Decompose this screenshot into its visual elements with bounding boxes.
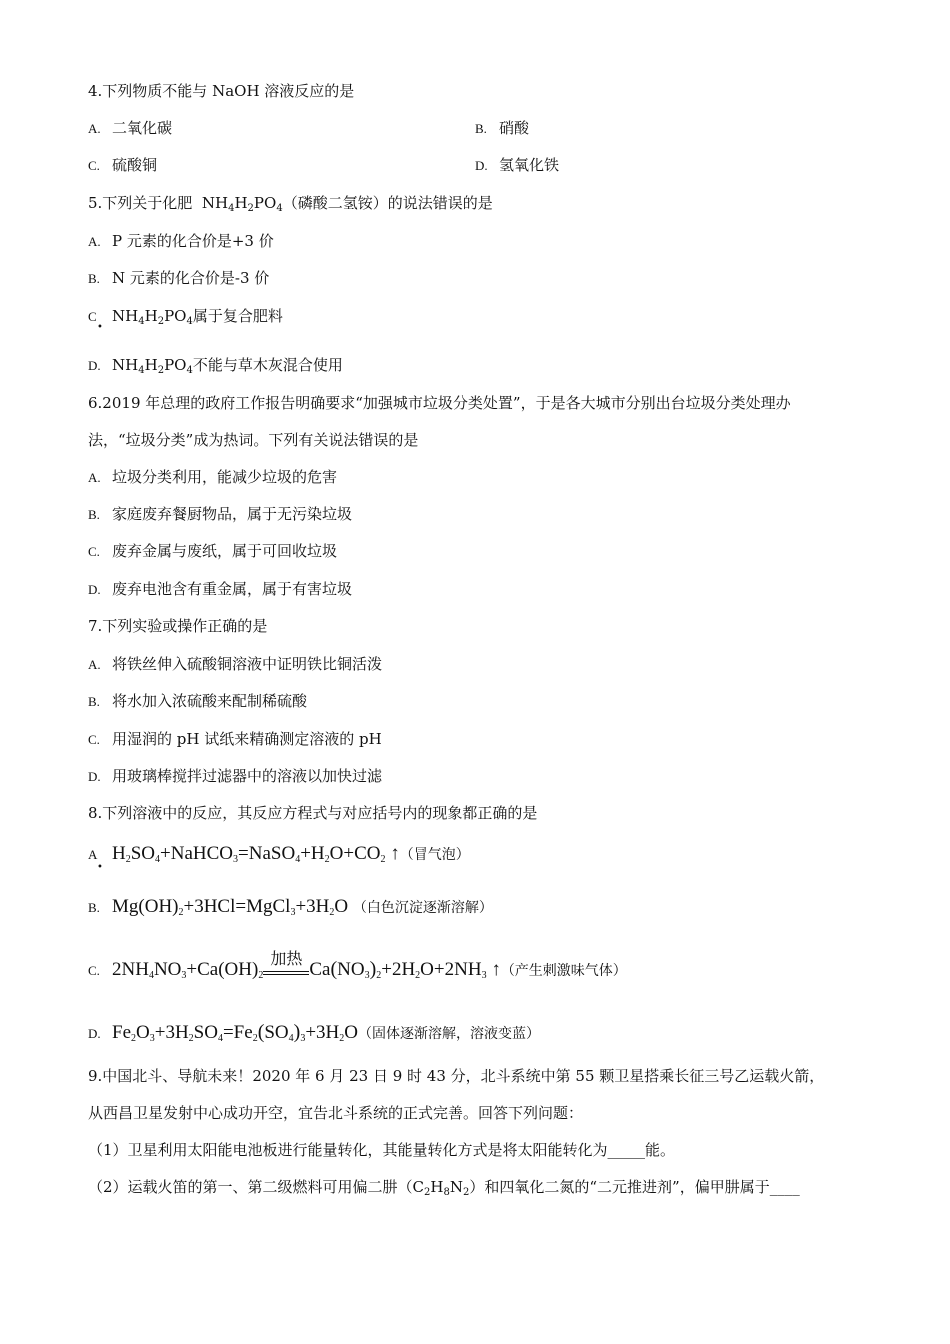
sub2-suffix: ）和四氧化二氮的“二元推进剂”，偏甲肼属于____ xyxy=(469,1178,800,1196)
label-dot: • xyxy=(97,322,103,333)
q6-option-a[interactable] xyxy=(88,467,337,488)
option-text: 硝酸 xyxy=(499,119,530,137)
option-label: B. xyxy=(88,694,100,709)
option-label: B. xyxy=(88,271,100,286)
option-label: D. xyxy=(88,769,101,784)
question-5-stem xyxy=(88,193,493,213)
formula: $C_2H_8N_2$ xyxy=(412,1178,470,1198)
gas-arrow-icon: ↑ xyxy=(491,959,501,980)
option-text: 硫酸铜 xyxy=(112,156,158,174)
q8-option-a[interactable] xyxy=(88,842,470,867)
q8-option-b[interactable] xyxy=(88,895,493,920)
q8-option-c[interactable] xyxy=(88,949,627,983)
q4-option-c[interactable] xyxy=(88,155,157,176)
option-text: N 元素的化合价是-3 价 xyxy=(112,269,270,287)
option-label: A. xyxy=(88,470,101,485)
phenomenon-note: （白色沉淀逐渐溶解） xyxy=(352,900,493,916)
option-label: C. xyxy=(88,963,100,978)
question-6-stem-line-2: 法，“垃圾分类”成为热词。下列有关说法错误的是 xyxy=(88,431,419,449)
formula: $NH_4H_2PO_4$ xyxy=(201,194,283,214)
option-text: 用湿润的 pH 试纸来精确测定溶液的 pH xyxy=(112,730,382,748)
reaction-condition xyxy=(263,949,309,983)
option-label: A xyxy=(88,847,98,862)
formula: $NH_4H_2PO_4$ xyxy=(112,307,193,327)
phenomenon-note: （产生刺激味气体） xyxy=(500,963,627,979)
equation: $Fe_2O_3+3H_2SO_4=Fe_2(SO_4)_3+3H_2O$ xyxy=(112,1021,358,1044)
equation: $H_2SO_4+NaHCO_3=NaSO_4+H_2O+CO_2$ ↑ xyxy=(112,843,400,865)
q9-subquestion-1: （1）卫星利用太阳能电池板进行能量转化，其能量转化方式是将太阳能转化为_____能。 xyxy=(88,1141,676,1159)
q4-option-a[interactable] xyxy=(88,118,172,139)
condition-text: 加热 xyxy=(270,949,303,968)
formula: $NH_4H_2PO_4$ xyxy=(112,356,193,376)
phenomenon-note: （冒气泡） xyxy=(399,847,470,863)
option-label: B. xyxy=(88,900,100,915)
q5-option-a[interactable] xyxy=(88,231,274,252)
question-6-stem-line-1: 6.2019 年总理的政府工作报告明确要求“加强城市垃圾分类处置”，于是各大城市分别出台垃圾分类处理办 xyxy=(88,394,791,412)
question-4-stem: 4.下列物质不能与 NaOH 溶液反应的是 xyxy=(88,82,355,100)
q4-option-b[interactable] xyxy=(475,118,529,139)
option-text: 属于复合肥料 xyxy=(192,307,283,325)
option-text: 废弃金属与废纸，属于可回收垃圾 xyxy=(112,542,338,560)
option-label: A. xyxy=(88,234,101,249)
option-label: A. xyxy=(88,121,101,136)
q7-option-b[interactable] xyxy=(88,691,307,712)
stem-prefix: 5.下列关于化肥 xyxy=(88,194,193,212)
question-9-stem-line-2: 从西昌卫星发射中心成功开空，宜告北斗系统的正式完善。回答下列问题： xyxy=(88,1104,584,1122)
q6-option-b[interactable] xyxy=(88,504,352,525)
q4-option-d[interactable] xyxy=(475,155,559,176)
option-label: D. xyxy=(88,358,101,373)
option-text: 氢氧化铁 xyxy=(499,156,560,174)
q7-option-a[interactable] xyxy=(88,654,382,675)
option-text: 二氧化碳 xyxy=(112,119,173,137)
q6-option-c[interactable] xyxy=(88,541,337,562)
option-label: D. xyxy=(88,582,101,597)
option-label: D. xyxy=(475,158,488,173)
option-label: C. xyxy=(88,158,100,173)
option-text: 废弃电池含有重金属，属于有害垃圾 xyxy=(112,580,353,598)
stem-suffix: （磷酸二氢铵）的说法错误的是 xyxy=(282,194,493,212)
q6-option-d[interactable] xyxy=(88,579,352,600)
option-label: B. xyxy=(475,121,487,136)
q5-option-c[interactable] xyxy=(88,306,283,327)
option-label: C. xyxy=(88,732,100,747)
equation: $2NH_4NO_3+Ca(OH)_2$ 加热 $Ca(NO_3)_2+2H_2O+2NH_3$ ↑ xyxy=(112,949,501,981)
equals-sign xyxy=(263,971,309,975)
label-dot: • xyxy=(97,862,103,873)
option-text: P 元素的化合价是+3 价 xyxy=(112,232,274,250)
q9-subquestion-2 xyxy=(88,1177,800,1197)
q7-option-d[interactable] xyxy=(88,766,382,787)
question-8-stem: 8.下列溶液中的反应，其反应方程式与对应括号内的现象都正确的是 xyxy=(88,804,538,822)
option-label: B. xyxy=(88,507,100,522)
option-text: 不能与草木灰混合使用 xyxy=(192,356,343,374)
option-text: 垃圾分类利用，能减少垃圾的危害 xyxy=(112,468,338,486)
gas-arrow-icon: ↑ xyxy=(390,843,400,864)
q5-option-b[interactable] xyxy=(88,268,269,289)
phenomenon-note: （固体逐渐溶解，溶液变蓝） xyxy=(358,1026,540,1042)
option-label: D. xyxy=(88,1026,101,1041)
option-text: 将铁丝伸入硫酸铜溶液中证明铁比铜活泼 xyxy=(112,655,383,673)
equation: $Mg(OH)_2+3HCl=MgCl_3+3H_2O$ xyxy=(112,896,349,918)
option-label: C. xyxy=(88,544,100,559)
option-text: 将水加入浓硫酸来配制稀硫酸 xyxy=(112,692,308,710)
option-label: A. xyxy=(88,657,101,672)
sub2-prefix: （2）运载火笛的第一、第二级燃料可用偏二肼（ xyxy=(88,1178,413,1196)
q7-option-c[interactable] xyxy=(88,729,382,750)
question-9-stem-line-1: 9.中国北斗、导航未来！2020 年 6 月 23 日 9 时 43 分，北斗系统中第 55 颗卫星搭乘长征三号乙运载火箭， xyxy=(88,1067,825,1085)
q8-option-d[interactable] xyxy=(88,1019,540,1047)
option-label: C xyxy=(88,309,97,324)
option-text: 用玻璃棒搅拌过滤器中的溶液以加快过滤 xyxy=(112,767,383,785)
q5-option-d[interactable] xyxy=(88,355,343,376)
option-text: 家庭废弃餐厨物品，属于无污染垃圾 xyxy=(112,505,353,523)
question-7-stem: 7.下列实验或操作正确的是 xyxy=(88,617,268,635)
